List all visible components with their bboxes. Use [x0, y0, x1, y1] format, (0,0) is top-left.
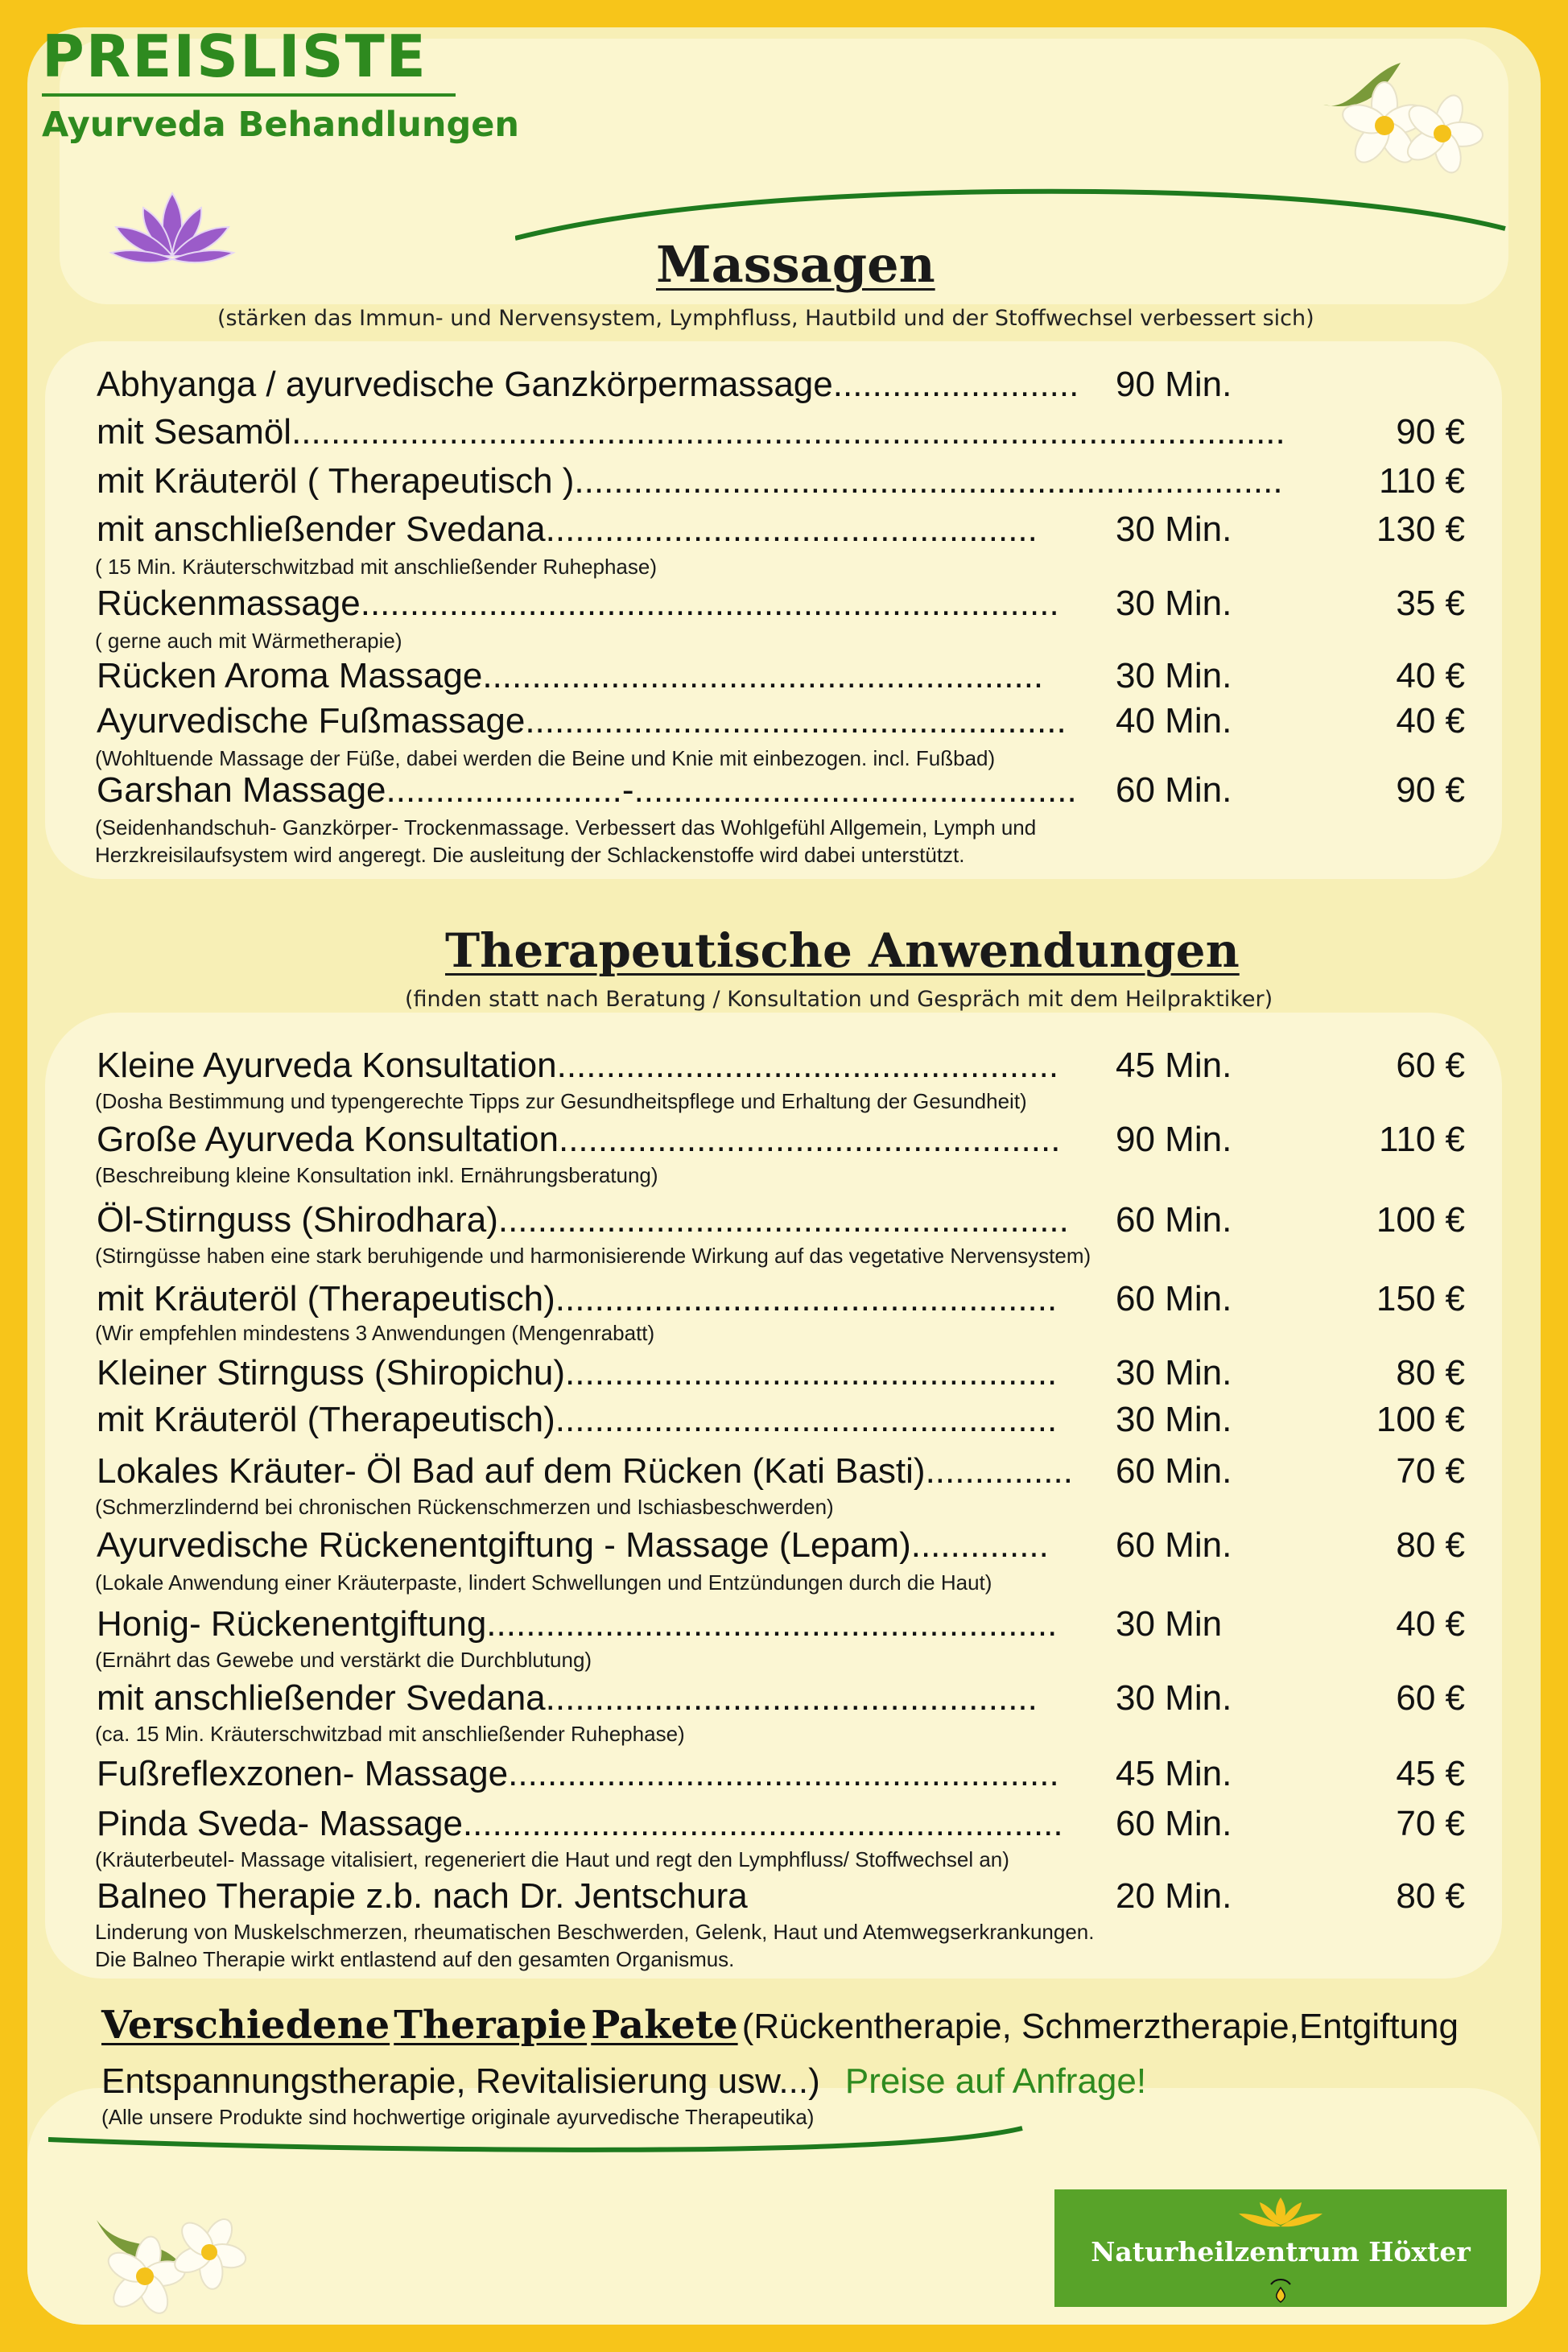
item-name: Balneo Therapie z.b. nach Dr. Jentschura	[97, 1876, 748, 1916]
item-price: 90 €	[1396, 412, 1465, 452]
item-note: Herzkreisilaufsystem wird angeregt. Die ausleitung der Schlackenstoffe wird dabei unterstützt.	[95, 843, 965, 867]
list-item	[0, 510, 1568, 549]
massagen-subtitle: (stärken das Immun- und Nervensystem, Lymphfluss, Hautbild und der Stoffwechsel verbessert sich)	[217, 306, 1314, 331]
item-name: Garshan Massage........................-.............................................	[97, 770, 1077, 810]
item-duration: 45 Min.	[1116, 1046, 1232, 1085]
item-name: Ayurvedische Fußmassage.......................................................	[97, 701, 1067, 741]
list-item	[0, 656, 1568, 695]
item-price: 60 €	[1396, 1678, 1465, 1718]
pakete-word-2: Therapie	[394, 2003, 588, 2048]
pakete-line2-text: Entspannungstherapie, Revitalisierung usw...)	[101, 2061, 820, 2101]
item-duration: 90 Min.	[1116, 1120, 1232, 1159]
title-underline	[42, 93, 456, 97]
pakete-word-1: Verschiedene	[101, 2003, 390, 2048]
item-name: mit Sesamöl.....................................................................................................	[97, 412, 1285, 452]
item-name: Ayurvedische Rückenentgiftung - Massage (Lepam)..............	[97, 1525, 1049, 1565]
naturheilzentrum-logo	[1054, 2189, 1507, 2307]
logo-text: Naturheilzentrum Höxter	[1091, 2236, 1471, 2267]
list-item	[0, 1804, 1568, 1843]
lotus-icon	[1232, 2194, 1329, 2230]
item-price: 40 €	[1396, 701, 1465, 741]
item-duration: 30 Min.	[1116, 1678, 1232, 1718]
item-duration: 30 Min.	[1116, 656, 1232, 695]
item-note: ( gerne auch mit Wärmetherapie)	[95, 629, 402, 653]
lotus-icon	[106, 187, 238, 272]
therapie-subtitle: (finden statt nach Beratung / Konsultation und Gespräch mit dem Heilpraktiker)	[405, 987, 1273, 1012]
pakete-line-1	[101, 2003, 1459, 2048]
item-duration: 90 Min.	[1116, 365, 1232, 404]
item-duration: 60 Min.	[1116, 1451, 1232, 1491]
list-item	[0, 1525, 1568, 1565]
list-item	[0, 1451, 1568, 1491]
item-note: (Wir empfehlen mindestens 3 Anwendungen (Mengenrabatt)	[95, 1321, 655, 1345]
item-name: mit anschließender Svedana..................................................	[97, 510, 1038, 549]
list-item	[0, 1279, 1568, 1318]
item-note: (Beschreibung kleine Konsultation inkl. Ernährungsberatung)	[95, 1163, 658, 1187]
item-duration: 60 Min.	[1116, 1200, 1232, 1240]
item-note: (ca. 15 Min. Kräuterschwitzbad mit anschließender Ruhephase)	[95, 1722, 685, 1746]
item-name: mit anschließender Svedana..................................................	[97, 1678, 1038, 1718]
therapie-title: Therapeutische Anwendungen	[445, 923, 1240, 978]
item-note: Die Balneo Therapie wirkt entlastend auf den gesamten Organismus.	[95, 1947, 735, 1971]
item-duration: 60 Min.	[1116, 1804, 1232, 1843]
item-note: (Kräuterbeutel- Massage vitalisiert, regeneriert die Haut und regt den Lymphfluss/ Stoffwechsel an)	[95, 1847, 1009, 1871]
item-name: Honig- Rückenentgiftung..........................................................	[97, 1604, 1058, 1644]
list-item	[0, 1754, 1568, 1793]
item-price: 100 €	[1376, 1200, 1465, 1240]
item-price: 80 €	[1396, 1353, 1465, 1393]
list-item	[0, 1876, 1568, 1916]
page-title: PREISLISTE	[42, 23, 427, 90]
item-note: ( 15 Min. Kräuterschwitzbad mit anschließender Ruhephase)	[95, 555, 658, 579]
item-price: 35 €	[1396, 584, 1465, 623]
item-price: 45 €	[1396, 1754, 1465, 1793]
item-price: 40 €	[1396, 1604, 1465, 1644]
item-name: Fußreflexzonen- Massage........................................................	[97, 1754, 1059, 1793]
item-duration: 30 Min.	[1116, 584, 1232, 623]
item-price: 110 €	[1379, 1120, 1465, 1159]
list-item	[0, 1400, 1568, 1439]
item-note: (Wohltuende Massage der Füße, dabei werden die Beine und Knie mit einbezogen. incl. Fußbad)	[95, 746, 996, 770]
item-duration: 30 Min.	[1116, 510, 1232, 549]
item-price: 110 €	[1379, 461, 1465, 501]
pakete-price-note: Preise auf Anfrage!	[844, 2061, 1147, 2101]
item-name: Öl-Stirnguss (Shirodhara)..........................................................	[97, 1200, 1069, 1240]
item-price: 150 €	[1376, 1279, 1465, 1318]
frangipani-flowers-icon	[1320, 56, 1489, 177]
item-note: (Ernährt das Gewebe und verstärkt die Durchblutung)	[95, 1648, 592, 1672]
item-duration: 20 Min.	[1116, 1876, 1232, 1916]
pakete-word-3: Pakete	[591, 2003, 738, 2048]
item-price: 60 €	[1396, 1046, 1465, 1085]
pakete-footnote: (Alle unsere Produkte sind hochwertige originale ayurvedische Therapeutika)	[101, 2105, 815, 2129]
pakete-line-2	[101, 2061, 1147, 2101]
item-name: mit Kräuteröl (Therapeutisch)...................................................	[97, 1400, 1058, 1439]
item-name: Große Ayurveda Konsultation...................................................	[97, 1120, 1061, 1159]
drop-icon	[1265, 2273, 1297, 2305]
item-name: Kleine Ayurveda Konsultation...................................................	[97, 1046, 1059, 1085]
item-name: Rücken Aroma Massage.........................................................	[97, 656, 1044, 695]
item-note: (Stirngüsse haben eine stark beruhigende und harmonisierende Wirkung auf das vegetative Nervensystem)	[95, 1244, 1091, 1268]
item-price: 90 €	[1396, 770, 1465, 810]
swoosh-divider-bottom	[48, 2117, 1030, 2165]
item-note: (Seidenhandschuh- Ganzkörper- Trockenmassage. Verbessert das Wohlgefühl Allgemein, Lymph und	[95, 815, 1037, 840]
item-note: (Schmerzlindernd bei chronischen Rückenschmerzen und Ischiasbeschwerden)	[95, 1495, 834, 1519]
item-price: 70 €	[1396, 1451, 1465, 1491]
item-duration: 60 Min.	[1116, 1525, 1232, 1565]
item-name: Lokales Kräuter- Öl Bad auf dem Rücken (Kati Basti)...............	[97, 1451, 1073, 1491]
item-duration: 45 Min.	[1116, 1754, 1232, 1793]
item-price: 130 €	[1376, 510, 1465, 549]
item-price: 80 €	[1396, 1525, 1465, 1565]
item-duration: 60 Min.	[1116, 1279, 1232, 1318]
item-duration: 30 Min	[1116, 1604, 1223, 1644]
pakete-line1-rest: (Rückentherapie, Schmerztherapie,Entgiftung	[741, 2007, 1459, 2046]
item-price: 80 €	[1396, 1876, 1465, 1916]
item-note: Linderung von Muskelschmerzen, rheumatischen Beschwerden, Gelenk, Haut und Atemwegserkrankungen.	[95, 1920, 1095, 1944]
item-name: Pinda Sveda- Massage.............................................................	[97, 1804, 1063, 1843]
list-item	[0, 1046, 1568, 1085]
item-price: 70 €	[1396, 1804, 1465, 1843]
massagen-title: Massagen	[656, 235, 935, 294]
item-duration: 40 Min.	[1116, 701, 1232, 741]
item-price: 100 €	[1376, 1400, 1465, 1439]
item-duration: 60 Min.	[1116, 770, 1232, 810]
page-subtitle: Ayurveda Behandlungen	[42, 105, 520, 145]
list-item	[0, 1120, 1568, 1159]
item-name: Rückenmassage.......................................................................	[97, 584, 1059, 623]
item-name: mit Kräuteröl ( Therapeutisch )........................................................................	[97, 461, 1283, 501]
list-item	[0, 1353, 1568, 1393]
item-duration: 30 Min.	[1116, 1400, 1232, 1439]
item-duration: 30 Min.	[1116, 1353, 1232, 1393]
frangipani-flowers-icon	[89, 2204, 258, 2325]
item-note: (Lokale Anwendung einer Kräuterpaste, lindert Schwellungen und Entzündungen durch die Haut)	[95, 1570, 992, 1595]
list-item	[0, 770, 1568, 810]
item-name: Abhyanga / ayurvedische Ganzkörpermassage.........................	[97, 365, 1079, 404]
item-price: 40 €	[1396, 656, 1465, 695]
list-item	[0, 365, 1568, 404]
item-name: Kleiner Stirnguss (Shiropichu)..................................................	[97, 1353, 1058, 1393]
item-name: mit Kräuteröl (Therapeutisch)...................................................	[97, 1279, 1058, 1318]
item-note: (Dosha Bestimmung und typengerechte Tipps zur Gesundheitspflege und Erhaltung der Gesundheit)	[95, 1089, 1027, 1113]
list-item	[0, 584, 1568, 623]
